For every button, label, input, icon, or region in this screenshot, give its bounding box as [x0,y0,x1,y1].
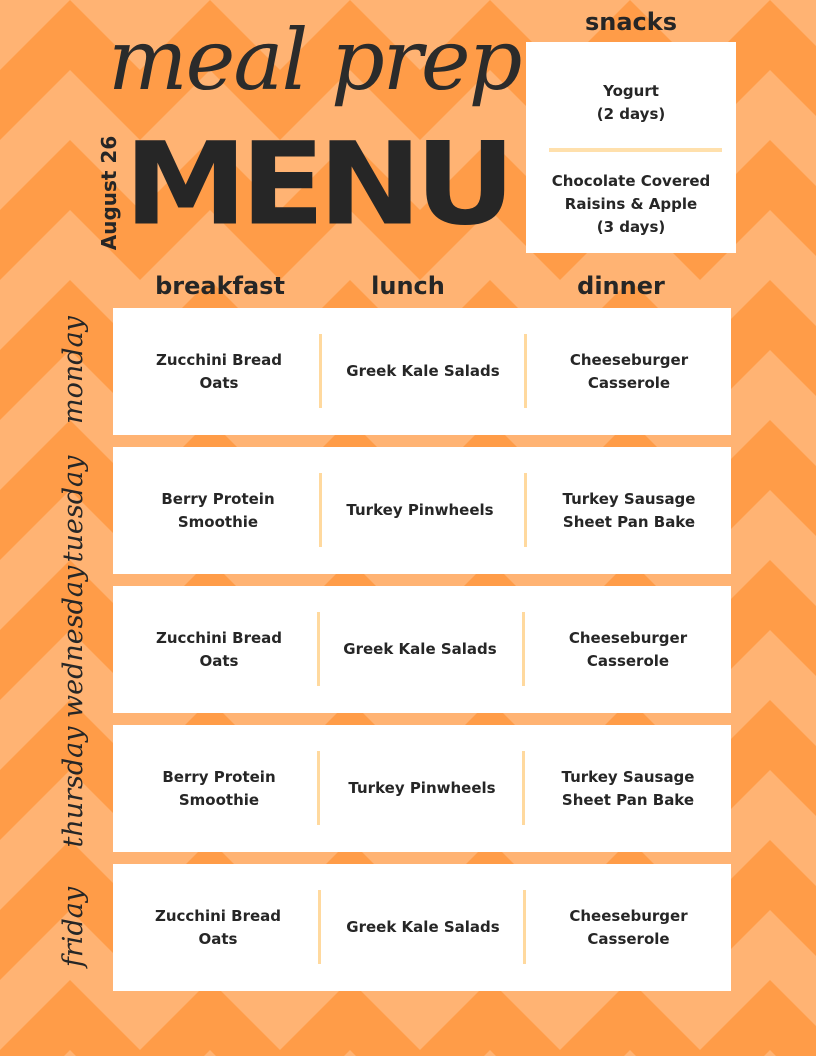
day-row-friday [113,864,731,991]
lunch-cell: Turkey Pinwheels [346,501,494,519]
meal-prep-script-title: meal prep [108,11,521,109]
breakfast-cell: Zucchini Bread Oats [155,350,283,392]
snack-divider [549,148,722,152]
day-row-wednesday [113,586,731,713]
dinner-cell: Cheeseburger Casserole [568,628,688,670]
lunch-cell: Greek Kale Salads [346,362,500,380]
day-label-friday: friday [58,886,89,968]
day-label-wednesday: wednesday [58,565,89,718]
breakfast-cell: Zucchini Bread Oats [155,628,283,670]
lunch-cell: Greek Kale Salads [343,640,497,658]
dinner-cell: Cheeseburger Casserole [569,350,689,392]
day-row-tuesday [113,447,731,574]
column-header-lunch: lunch [371,272,445,300]
column-header-breakfast: breakfast [155,272,285,300]
dinner-cell: Turkey Sausage Sheet Pan Bake [561,767,695,809]
snacks-heading: snacks [584,8,678,36]
breakfast-cell: Zucchini Bread Oats [154,906,282,948]
day-label-thursday: thursday [58,726,89,848]
snack-item: Yogurt (2 days) [596,82,666,123]
breakfast-cell: Berry Protein Smoothie [162,767,276,809]
dinner-cell: Turkey Sausage Sheet Pan Bake [562,489,696,531]
lunch-cell: Turkey Pinwheels [348,779,496,797]
snacks-panel [526,42,736,253]
day-row-thursday [113,725,731,852]
snack-item: Chocolate Covered Raisins & Apple (3 days) [551,172,711,236]
day-label-monday: monday [58,316,89,424]
column-header-dinner: dinner [577,272,665,300]
menu-title: MENU [124,118,509,252]
day-row-monday [113,308,731,435]
breakfast-cell: Berry Protein Smoothie [161,489,275,531]
dinner-cell: Cheeseburger Casserole [569,906,688,948]
lunch-cell: Greek Kale Salads [346,918,500,936]
menu-date: August 26 [97,135,121,251]
day-label-tuesday: tuesday [58,455,89,563]
